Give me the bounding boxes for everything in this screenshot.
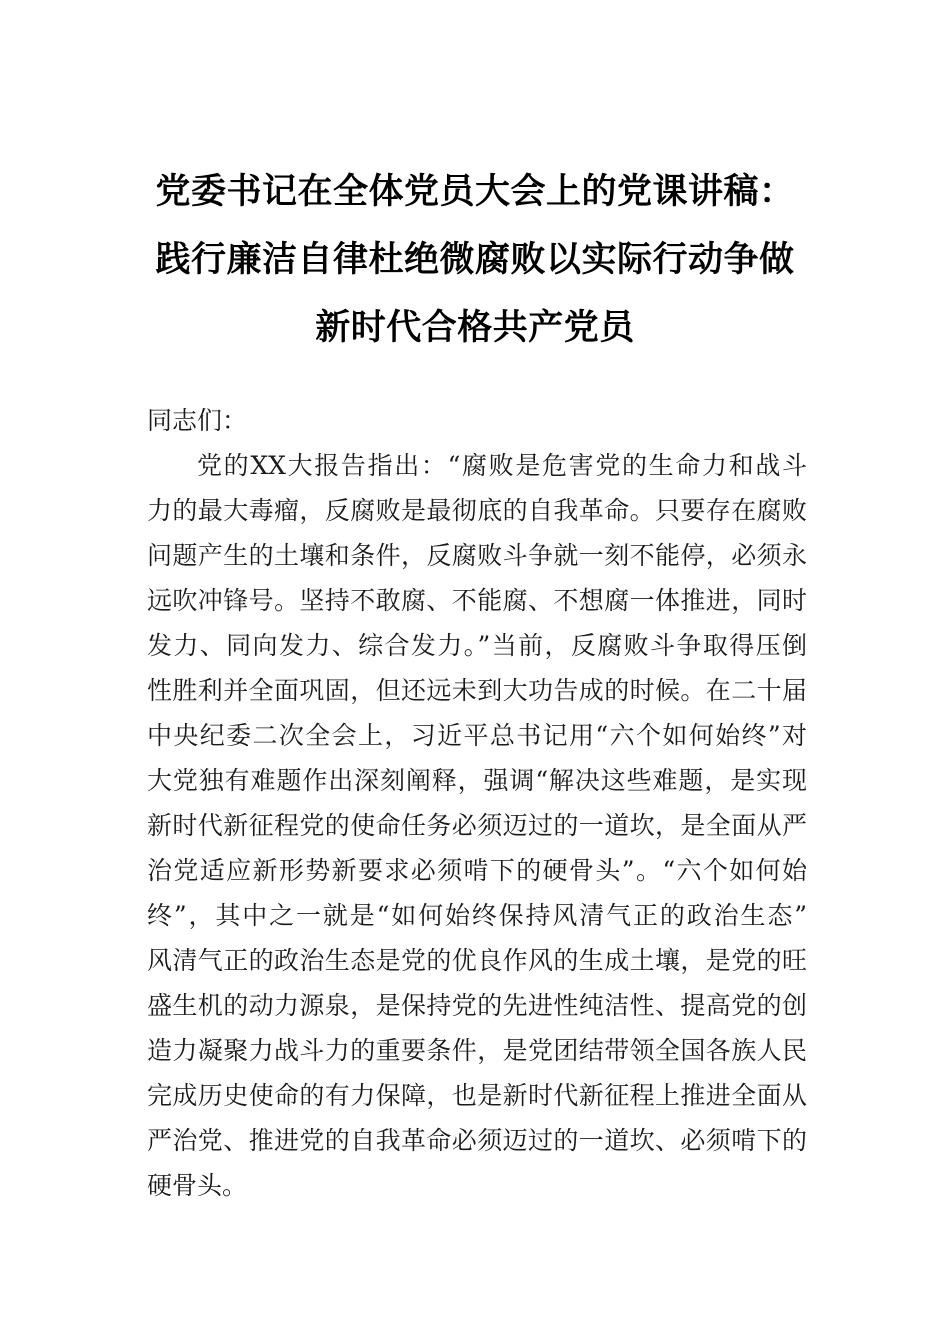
salutation: 同志们：	[147, 406, 248, 435]
paragraph-line: 性胜利并全面巩固，但还远未到大功告成的时候。在二十届	[147, 676, 807, 705]
paragraph-line: 发力、同向发力、综合发力。”当前，反腐败斗争取得压倒	[147, 631, 807, 660]
paragraph-line: 大党独有难题作出深刻阐释，强调“解决这些难题，是实现	[147, 766, 807, 795]
paragraph-line: 盛生机的动力源泉，是保持党的先进性纯洁性、提高党的创	[147, 991, 807, 1020]
paragraph-line: 严治党、推进党的自我革命必须迈过的一道坎、必须啃下的	[147, 1126, 807, 1155]
document-body	[147, 398, 807, 1208]
paragraph-line: 终”，其中之一就是“如何始终保持风清气正的政治生态”	[147, 901, 807, 930]
paragraph-line: 造力凝聚力战斗力的重要条件，是党团结带领全国各族人民	[147, 1036, 807, 1065]
paragraph-line: 远吹冲锋号。坚持不敢腐、不能腐、不想腐一体推进，同时	[147, 586, 807, 615]
paragraph-line: 中央纪委二次全会上，习近平总书记用“六个如何始终”对	[147, 721, 807, 750]
title-line-2: 践行廉洁自律杜绝微腐败以实际行动争做	[155, 239, 795, 280]
document-title	[145, 158, 805, 362]
title-line-3: 新时代合格共产党员	[315, 307, 635, 348]
paragraph-line: 党的XX大报告指出：“腐败是危害党的生命力和战斗	[197, 451, 807, 480]
paragraph-line: 力的最大毒瘤，反腐败是最彻底的自我革命。只要存在腐败	[147, 496, 807, 525]
paragraph-line: 完成历史使命的有力保障，也是新时代新征程上推进全面从	[147, 1081, 807, 1110]
paragraph-line: 问题产生的土壤和条件，反腐败斗争就一刻不能停，必须永	[147, 541, 807, 570]
paragraph-line: 风清气正的政治生态是党的优良作风的生成土壤，是党的旺	[147, 946, 807, 975]
paragraph-line-last: 硬骨头。	[147, 1171, 248, 1200]
paragraph-line: 治党适应新形势新要求必须啃下的硬骨头”。“六个如何始	[147, 856, 807, 885]
paragraph-line: 新时代新征程党的使命任务必须迈过的一道坎，是全面从严	[147, 811, 807, 840]
title-line-1: 党委书记在全体党员大会上的党课讲稿：	[155, 171, 795, 212]
